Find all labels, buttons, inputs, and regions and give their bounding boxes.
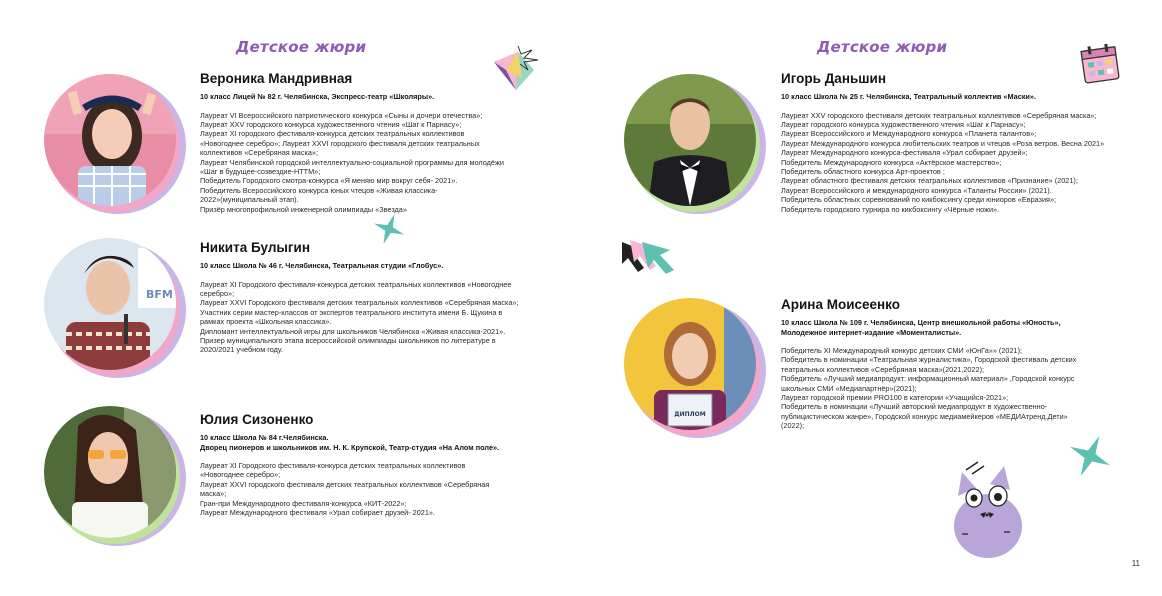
jury-member-bio: Лауреат XI Городского фестиваля-конкурса детских театральных коллективов «Новогоднее серебро»; Лауреат XXVI Городского фестиваля детских театральных коллективов «Серебряная маска»; Участник серии мастер-классов от экспертов театрального института имени Б. Щукина в рамках проекта «Школьная классика». Дипломант интеллектуальной игры для школьников Челябинска «Живая классика-2021». Призер муниципального этапа всероссийской олимпиады школьников по литературе в 2020/2021 учебном году. [200,279,519,355]
jury-member-bio: Лауреат XXV городского фестиваля детских театральных коллективов «Серебряная маска»; Лауреат городского конкурса художественного чтения «Шаг к Парнасу»; Лауреат Всероссийского и Международного конкурса «Планета талантов»; Лауреат Международного конкурса любительских театров и чтецов «Роза ветров. Весна 2021» Лауреат Международного конкурса-фестиваля «Урал собирает друзей»; Победитель Международного конкурса «Актёрское мастерство»; Победитель областного конкурса Арт-проектов ; Лауреат областного фестиваля детских театральных коллективов «Признание» (2021); Лауреат Всероссийского и международного конкурса «Таланты России» (2021). Победитель областных соревнований по кикбоксингу среди юниоров «Евразия»; Победитель городского турнира по кикбоксингу «Чёрные ножи». [781,110,1105,214]
jury-member-school: 10 класс Школа № 46 г. Челябинска, Театральная студии «Глобус». [200,261,444,270]
jury-member-name: Вероника Мандривная [200,71,353,86]
jury-member-school: 10 класс Школа № 109 г. Челябинска, Центр внешкольной работы «Юность», Молодежное интернет-издание «Моменталисты». [781,318,1061,337]
jury-member-school: 10 класс Школа № 25 г. Челябинска, Театральный коллектив «Маски». [781,92,1037,101]
jury-member-name: Никита Булыгин [200,240,311,255]
jury-member-entry [781,71,1141,214]
avatar [624,74,768,214]
avatar [44,74,188,214]
svg-text:BFM: BFM [146,288,173,301]
jury-member-entry [200,412,540,517]
cat-mascot-decoration [944,456,1028,560]
jury-member-entry [781,297,1121,431]
jury-member-bio: Лауреат VI Всероссийского патриотического конкурса «Сыны и дочери отечества»; Лауреат XXV городского конкурса художественного чтения «Шаг к Парнасу»; Лауреат XI городского фестиваля-конкурса детских театральных коллективов «Новогоднее серебро»; Лауреат XXVI городского фестиваля детских театральных коллективов «Серебряная маска»; Лауреат Челябинской городской интеллектуально-социальной программы для молодёжи «Шаг в будущее-созвездие-НТТМ»; Победитель Городского смотра-конкурса «Я меняю мир вокруг себя- 2021». Победитель Всероссийского конкурса юных чтецов «Живая классика- 2022»(муниципальный этап). Призёр многопрофильной инженерной олимпиады «Звезда» [200,110,504,214]
avatar [624,298,768,438]
jury-member-bio: Победитель XI Международный конкурс детских СМИ «ЮнГа»» (2021); Победитель в номинации «Театральная журналистика», Городской фестиваль детских театральных коллективов «Серебряная маска»(2021,2022); Победитель «Лучший медиапродукт: информационный материал» ,Городской конкурс школьных СМИ «Медиапартнёр»(2021); Лауреат городской премии PRO100 в категории «Учащийся-2021»; Победитель в номинации «Лучший авторский медиапродукт в художественно- публицистическом жанре», Городской конкурс медиамейкеров «МЕДИАтренд.Дети» (2022); [781,346,1077,431]
jury-member-name: Юлия Сизоненко [200,412,314,427]
jury-member-school: 10 класс Школа № 84 г.Челябинска. Дворец пионеров и школьников им. Н. К. Крупской, Театр-студия «На Алом поле». [200,433,500,452]
page-title-left: Детское жюри [236,38,367,56]
cursor-arrow-decoration [620,238,682,276]
star-sparkle-icon [1068,434,1112,478]
jury-member-bio: Лауреат XI Городского фестиваля-конкурса детских театральных коллективов «Новогоднее серебро»; Лауреат XXVI городского фестиваля детских театральных коллективов «Серебряная маска»; Гран-при Международного фестиваля-конкурса «КИТ-2022»; Лауреат Международного фестиваля «Урал собирает друзей- 2021». [200,461,490,518]
jury-member-name: Игорь Даньшин [781,71,886,86]
page-number: 11 [1131,559,1140,568]
jury-member-name: Арина Моисеенко [781,297,901,312]
avatar [44,238,188,378]
diploma-label: ДИПЛОМ [674,411,706,418]
jury-member-entry [200,71,530,214]
avatar [44,406,188,546]
page-title-right: Детское жюри [817,38,948,56]
jury-member-school: 10 класс Лицей № 82 г. Челябинска, Экспресс-театр «Школяры». [200,92,435,101]
jury-member-entry [200,240,550,355]
